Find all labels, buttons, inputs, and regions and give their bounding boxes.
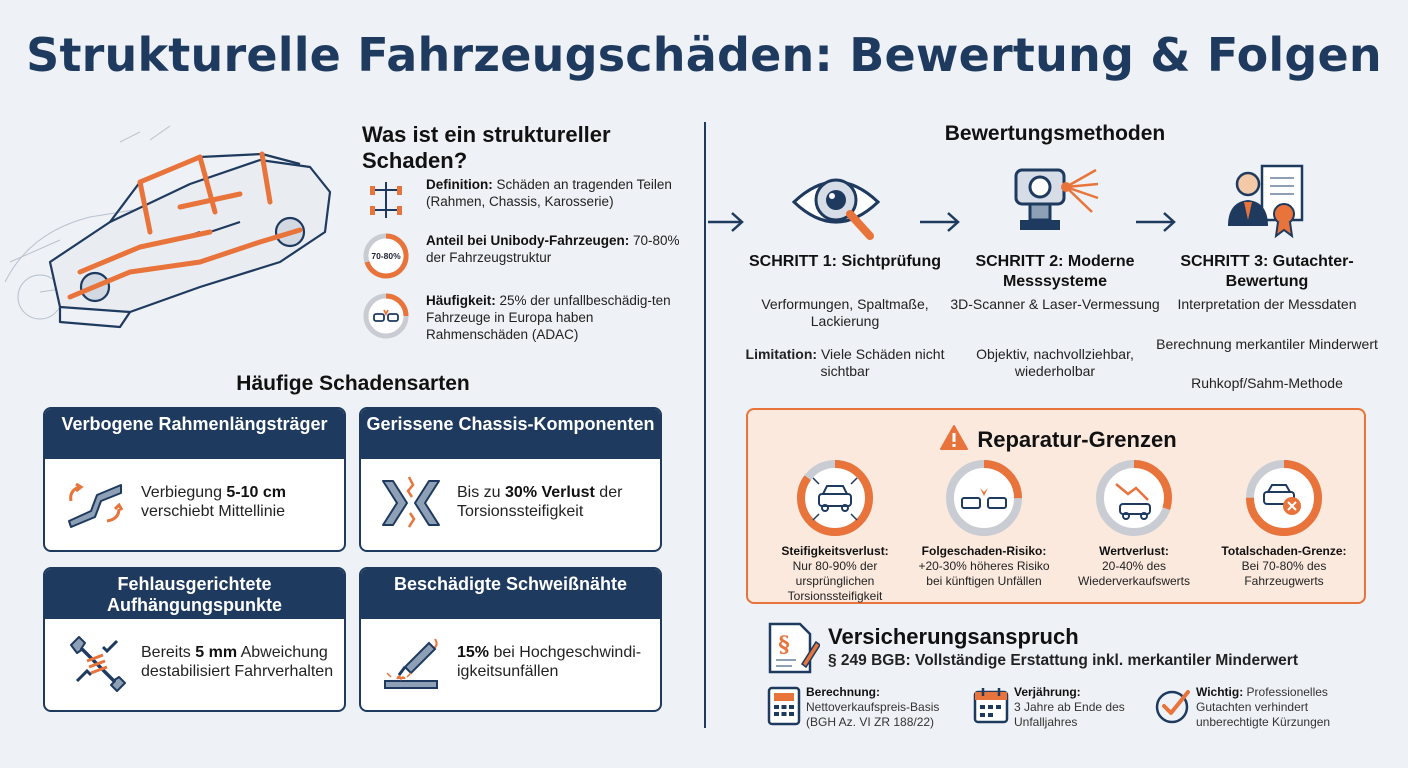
step-2-text-2: Objektiv, nachvollziehbar, wiederholbar: [976, 346, 1134, 379]
unibody-share-row: [362, 232, 692, 292]
card-heading: Fehlausgerichtete Aufhängungspunkte: [45, 569, 344, 619]
percentage-gauge-icon: [362, 232, 410, 280]
definition-row: [362, 176, 692, 236]
card-body: Bis zu 30% Verlust der Torsionssteifigkeit: [457, 484, 623, 520]
card-body: Bereits 5 mm Abweichung destabilisiert Fahrverhalten: [141, 644, 334, 680]
damage-card-cracked-chassis: [359, 407, 662, 552]
svg-text:§: §: [778, 632, 790, 658]
damage-card-bent-beams: [43, 407, 346, 552]
page-title: Strukturelle Fahrzeugschäden: Bewertung & Folgen: [26, 28, 1382, 82]
calculation-note: Berechnung: Nettoverkaufspreis-Basis (BGH Az. VI ZR 188/22): [806, 685, 940, 729]
bent-beam-icon: [63, 471, 127, 535]
checkmark-icon: [1154, 686, 1192, 726]
repair-limits-panel: [746, 408, 1366, 604]
suspension-wrench-icon: [63, 631, 127, 695]
card-heading: Verbogene Rahmenlängsträger: [45, 409, 344, 459]
unibody-share-text: Anteil bei Unibody-Fahrzeugen: 70-80% der Fahrzeugstruktur: [426, 233, 680, 265]
insurance-title: Versicherungsanspruch: [828, 624, 1079, 649]
damage-card-welds: [359, 567, 662, 712]
welding-torch-icon: [379, 631, 443, 695]
total-loss-icon: [1244, 458, 1324, 538]
step-3-text: Interpretation der Messdaten: [1177, 296, 1357, 312]
card-heading: Beschädigte Schweißnähte: [361, 569, 660, 619]
step-1-text: Verformungen, Spaltmaße, Lackierung: [761, 296, 929, 329]
card-body: 15% bei Hochgeschwindi-igkeitsunfällen: [457, 644, 642, 680]
damage-types-title: Häufige Schadensarten: [236, 372, 470, 395]
crash-gauge-icon: [362, 292, 410, 340]
divider-arrow-icon: [706, 210, 746, 234]
important-note: Wichtig: Professionelles Gutachten verhindert unberechtigte Kürzungen: [1196, 685, 1331, 729]
frequency-row: [362, 292, 692, 356]
expert-certificate-icon: [1220, 162, 1316, 246]
cracked-chassis-icon: [379, 471, 443, 535]
followup-risk-label: Folgeschaden-Risiko: +20-30% höheres Risiko bei künftigen Unfällen: [918, 544, 1050, 588]
step-2-text: 3D-Scanner & Laser-Vermessung: [950, 296, 1160, 312]
step-2-heading: SCHRITT 2: Moderne Messsysteme: [975, 253, 1135, 290]
damage-card-suspension-points: [43, 567, 346, 712]
value-loss-label: Wertverlust: 20-40% des Wiederverkaufswerts: [1077, 544, 1191, 588]
step-1-limitation: Limitation: Viele Schäden nicht sichtbar: [745, 346, 945, 379]
step-3-text-2: Berechnung merkantiler Minderwert: [1156, 336, 1378, 352]
warning-icon: [939, 424, 969, 451]
card-heading: Gerissene Chassis-Komponenten: [361, 409, 660, 459]
repair-limits-title: Reparatur-Grenzen: [748, 424, 1368, 453]
value-loss-icon: [1094, 458, 1174, 538]
frequency-text: Häufigkeit: 25% der unfallbeschädig-ten Fahrzeuge in Europa haben Rahmenschäden (ADAC): [426, 293, 671, 342]
definition-text: Definition: Schäden an tragenden Teilen (Rahmen, Chassis, Karosserie): [426, 177, 672, 209]
car-stiffness-icon: [795, 458, 875, 538]
calculator-icon: [766, 686, 804, 726]
legal-document-icon: [766, 620, 820, 676]
frame-icon: [362, 176, 410, 224]
car-body-frame-illustration: [0, 112, 345, 342]
what-is-title: Was ist ein struktureller Schaden?: [362, 122, 611, 173]
car-crash-icon: [944, 458, 1024, 538]
total-loss-label: Totalschaden-Grenze: Bei 70-80% des Fahrzeugwerts: [1221, 544, 1347, 588]
card-body: Verbiegung 5-10 cm verschiebt Mittellinie: [141, 484, 286, 520]
calendar-icon: [972, 686, 1010, 726]
stiffness-loss-label: Steifigkeitsverlust: Nur 80-90% der ursprünglichen Torsionssteifigkeit: [781, 544, 889, 603]
eye-magnifier-icon: [790, 162, 886, 246]
insurance-law: § 249 BGB: Vollständige Erstattung inkl. merkantiler Minderwert: [828, 652, 1298, 669]
methods-title: Bewertungsmethoden: [944, 122, 1166, 145]
unibody-badge: 70-80%: [371, 251, 401, 261]
step-arrow-icon: [918, 210, 962, 234]
laser-scanner-icon: [1006, 162, 1102, 246]
limitation-period-note: Verjährung: 3 Jahre ab Ende des Unfalljahres: [1014, 685, 1125, 729]
step-3-text-3: Ruhkopf/Sahm-Methode: [1191, 375, 1343, 391]
step-1-heading: SCHRITT 1: Sichtprüfung: [749, 253, 941, 270]
step-arrow-icon: [1134, 210, 1178, 234]
step-3-heading: SCHRITT 3: Gutachter-Bewertung: [1180, 253, 1354, 290]
